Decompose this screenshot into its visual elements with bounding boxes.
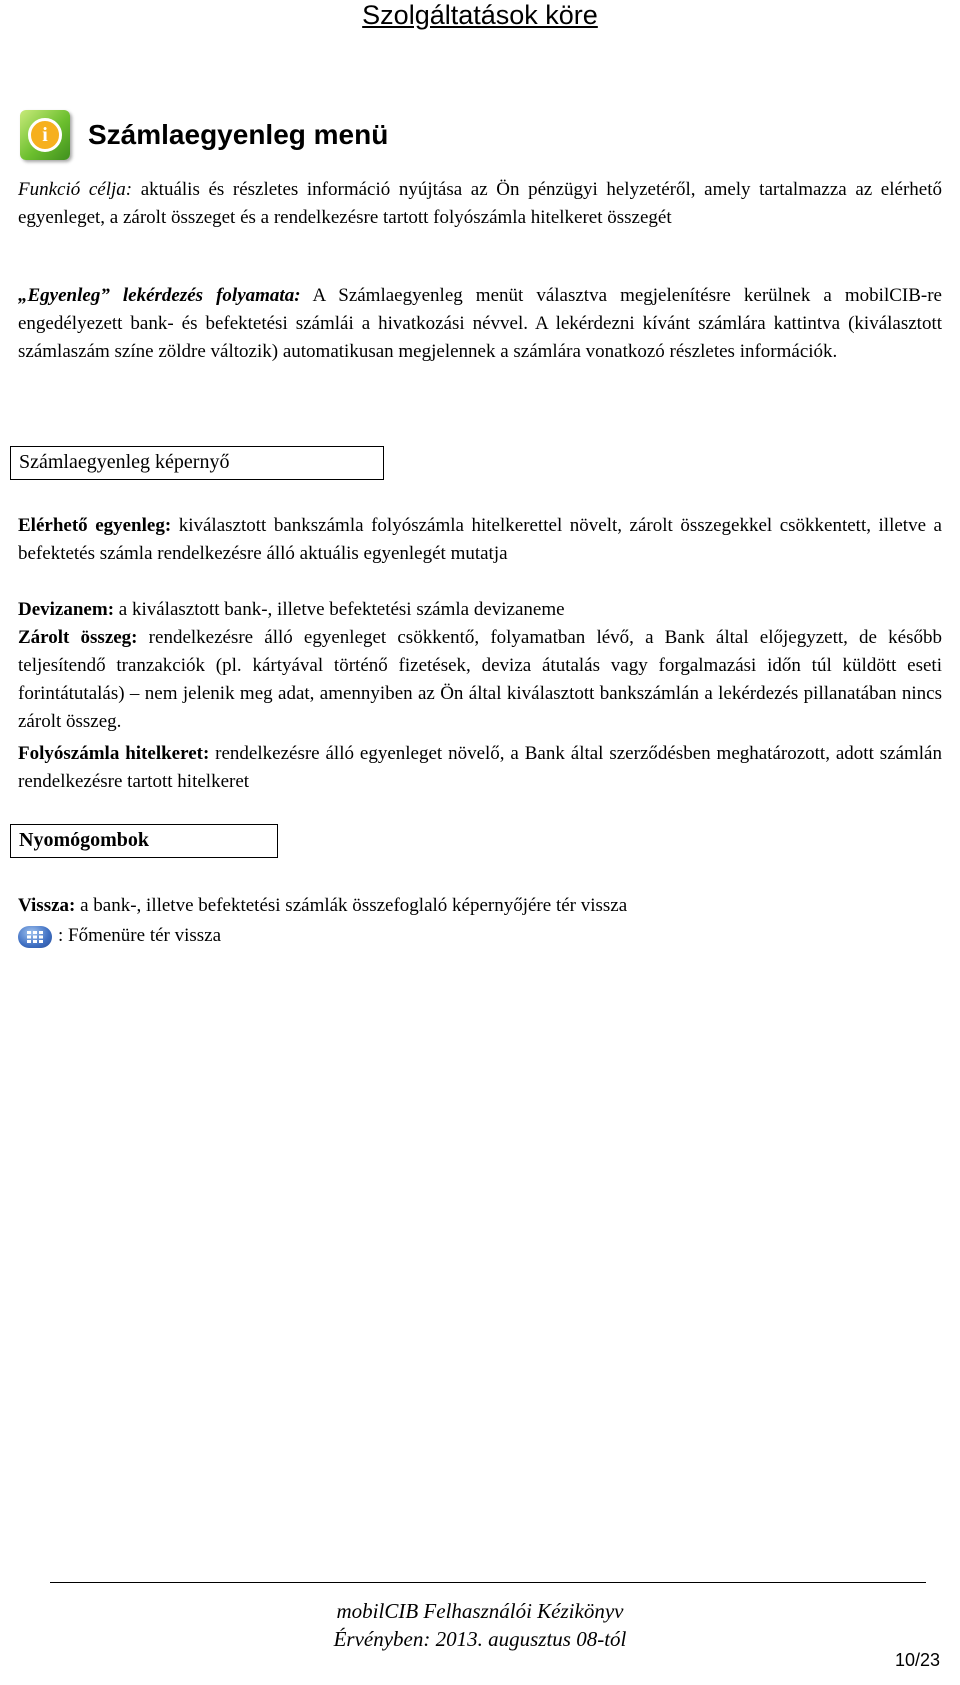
section-title: Számlaegyenleg menü [88, 119, 389, 150]
definition-available-balance [18, 512, 942, 568]
button-main-menu-description [18, 922, 942, 950]
definition-currency [18, 596, 942, 624]
definition-term: Zárolt összeg: [18, 627, 138, 648]
purpose-label: Funkció célja: [18, 179, 133, 200]
info-icon: i [20, 110, 70, 160]
definition-text: a kiválasztott bank-, illetve befektetési számla devizaneme [114, 599, 565, 620]
button-back-text: a bank-, illetve befektetési számlák összefoglaló képernyőjére tér vissza [75, 895, 628, 916]
process-label: „Egyenleg” lekérdezés folyamata: [18, 285, 301, 306]
footer-divider [50, 1582, 926, 1583]
page-header: Szolgáltatások köre [362, 0, 598, 30]
definition-term: Devizanem: [18, 599, 115, 620]
section-heading [20, 100, 388, 170]
definition-text: rendelkezésre álló egyenleget növelő, a Bank által szerződésben meghatározott, adott számlán rendelkezésre tartott hitelkeret [18, 743, 942, 792]
button-back-term: Vissza: [18, 895, 76, 916]
purpose-paragraph [18, 176, 942, 232]
definition-text: rendelkezésre álló egyenleget csökkentő, folyamatban lévő, a Bank által előjegyzett, de később teljesítendő tranzakciók (pl. kártyával történő fizetések, deviza átutalás vagy forgalmazási időn túl küldött eseti forintátutalás) – nem jelenik meg adat, amennyiben az Ön által kiválasztott bankszámlán a lekérdezés pillanatában nincs zárolt összeg. [18, 627, 942, 732]
buttons-section-box: Nyomógombok [10, 824, 278, 858]
button-back-description [18, 892, 942, 920]
process-text: A Számlaegyenleg menüt választva megjelenítésre kerülnek a mobilCIB-re engedélyezett bank- és befektetési számlái a hivatkozási névvel. A lekérdezni kívánt számlára kattintva (kiválasztott számlaszám színe zöldre változik) automatikusan megjelennek a számlára vonatkozó részletes információk. [18, 285, 942, 362]
footer-validity: Érvényben: 2013. augusztus 08-tól [333, 1627, 627, 1651]
process-paragraph [18, 282, 942, 366]
purpose-text: aktuális és részletes információ nyújtása az Ön pénzügyi helyzetéről, amely tartalmazza az elérhető egyenleget, a zárolt összeget és a rendelkezésre tartott folyószámla hitelkeret összegét [18, 179, 942, 228]
footer-manual-title: mobilCIB Felhasználói Kézikönyv [336, 1599, 624, 1623]
definition-term: Folyószámla hitelkeret: [18, 743, 210, 764]
definition-blocked-amount [18, 624, 942, 736]
definition-credit-line [18, 740, 942, 796]
screen-section-box: Számlaegyenleg képernyő [10, 446, 384, 480]
definition-term: Elérhető egyenleg: [18, 515, 172, 536]
definition-text: kiválasztott bankszámla folyószámla hitelkerettel növelt, zárolt összegekkel csökkentett, illetve a befektetés számla rendelkezésre álló aktuális egyenlegét mutatja [18, 515, 942, 564]
page-number: 10/23 [894, 1650, 940, 1670]
main-menu-grid-icon [18, 926, 52, 948]
button-main-menu-text: : Főmenüre tér vissza [58, 925, 222, 946]
